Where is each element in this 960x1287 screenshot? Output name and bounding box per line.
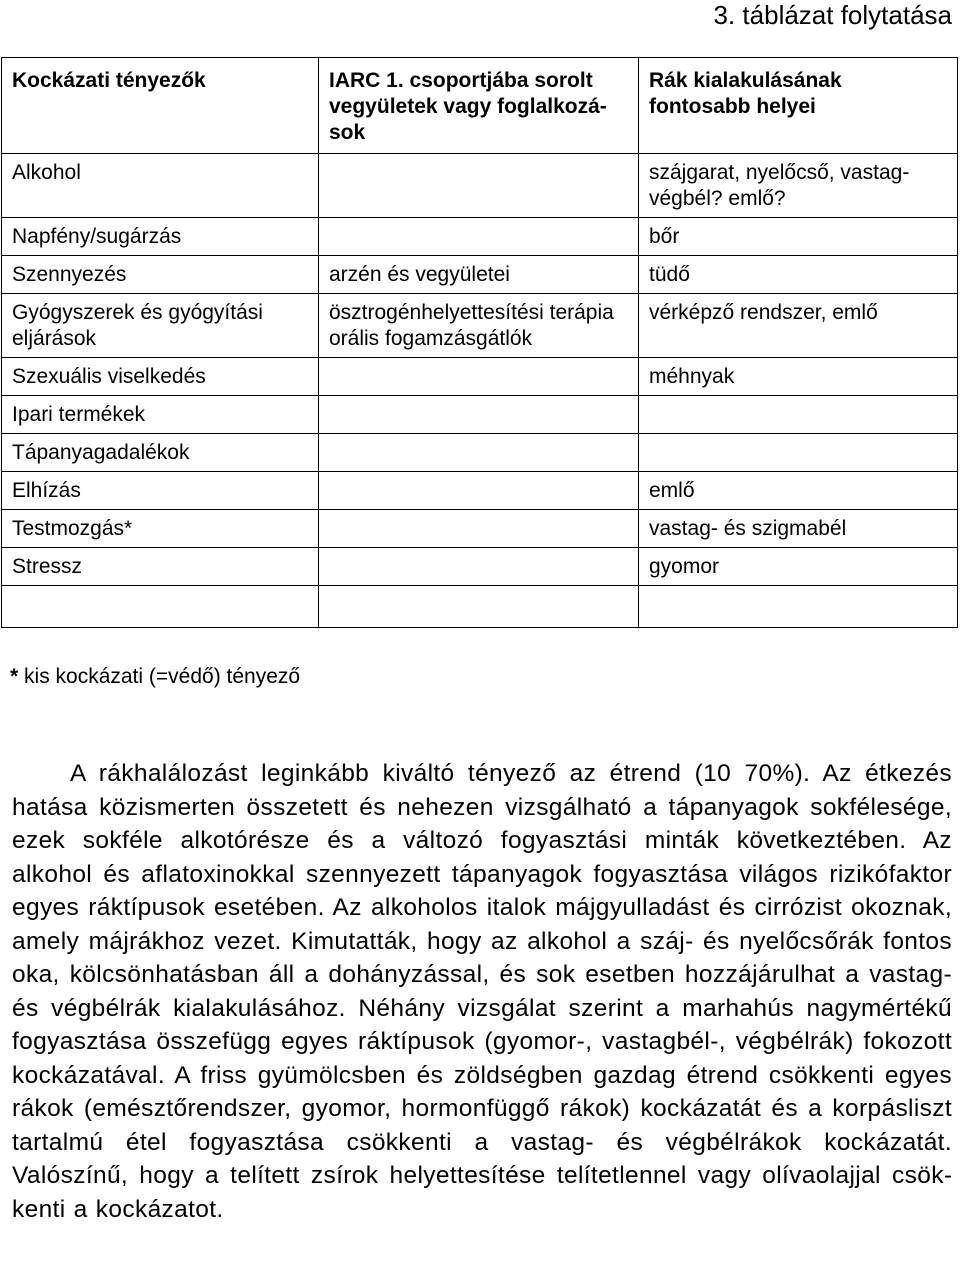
table-row: [2, 294, 958, 358]
cell-site: [639, 586, 958, 628]
cell-compound: [319, 434, 639, 472]
cell-risk-factor: Szennyezés: [2, 256, 319, 294]
cell-compound: [319, 218, 639, 256]
cell-compound: [319, 358, 639, 396]
table-row: [2, 154, 958, 218]
table-row: [2, 256, 958, 294]
cell-compound: arzén és vegyületei: [319, 256, 639, 294]
cell-compound: ösztrogénhelyettesítési terápia orális fogamzásgátlók: [319, 294, 639, 358]
cell-compound: [319, 510, 639, 548]
cell-site: emlő: [639, 472, 958, 510]
cell-site: [639, 396, 958, 434]
table-row: [2, 396, 958, 434]
cell-site: vérképző rendszer, emlő: [639, 294, 958, 358]
cell-compound: [319, 586, 639, 628]
cell-risk-factor: [2, 586, 319, 628]
cell-risk-factor: Testmozgás*: [2, 510, 319, 548]
table-row: [2, 358, 958, 396]
table-caption: 3. táblázat folytatása: [713, 0, 952, 30]
cell-site: [639, 434, 958, 472]
cell-risk-factor: Stressz: [2, 548, 319, 586]
cell-risk-factor: Gyógyszerek és gyógyítási eljárások: [2, 294, 319, 358]
cell-risk-factor: Tápanyagadalékok: [2, 434, 319, 472]
header-cancer-sites: Rák kialakulásának fontosabb helyei: [639, 58, 958, 154]
cell-site: bőr: [639, 218, 958, 256]
risk-factor-table: [1, 57, 958, 628]
cell-risk-factor: Szexuális viselkedés: [2, 358, 319, 396]
footnote-text: kis kockázati (=védő) tényező: [18, 665, 301, 688]
footnote-marker: *: [10, 665, 19, 688]
body-paragraph: A rákhalálozást leginkább kiváltó tényező az étrend (10 70%). Az étkezés hatása közismerten összetett és nehezen vizsgálható a tápanyagok sokfélesége, ezek sokféle alkotórésze és a változó fogyasztási minták következtében. Az alkohol és aflatoxinokkal szennyezett tápanyagok fogyasztása világos rizikófaktor egyes ráktípusok esetében. Az alkoholos italok májgyulladást és cirrózist okoznak, amely májrákhoz vezet. Kimutatták, hogy az alkohol a száj- és nyelőcsőrák fontos oka, kölcsönhatásban áll a dohányzással, és sok esetben hozzájárulhat a vastag- és végbélrák kialakulásához. Néhány vizsgálat szerint a marhahús nagymértékű fogyasztása összefügg egyes ráktípusok (gyomor-, vastagbél-, végbélrák) fokozott kockázatával. A friss gyümölcsben és zöldségben gazdag étrend csökkenti egyes rákok (emésztőrendszer, gyomor, hormonfüggő rákok) kockázatát és a korpásliszt tartalmú étel fogyasztása csökkenti a vastag- és végbélrákok kockázatát. Valószínű, hogy a telített zsírok helyettesítése telítetlennel vagy olívaolajjal csökkenti a kockázatot.: [12, 760, 952, 1223]
table-row: [2, 218, 958, 256]
table-row-empty: [2, 586, 958, 628]
cell-risk-factor: Elhízás: [2, 472, 319, 510]
table-row: [2, 472, 958, 510]
table-row: [2, 548, 958, 586]
cell-risk-factor: Napfény/sugárzás: [2, 218, 319, 256]
cell-site: gyomor: [639, 548, 958, 586]
cell-compound: [319, 472, 639, 510]
cell-risk-factor: Alkohol: [2, 154, 319, 218]
header-risk-factors: Kockázati tényezők: [2, 58, 319, 154]
cell-site: tüdő: [639, 256, 958, 294]
cell-site: méhnyak: [639, 358, 958, 396]
cell-site: vastag- és szigmabél: [639, 510, 958, 548]
table-row: [2, 434, 958, 472]
cell-compound: [319, 154, 639, 218]
cell-compound: [319, 548, 639, 586]
cell-site: szájgarat, nyelőcső, vastagvégbél? emlő?: [639, 154, 958, 218]
cell-risk-factor: Ipari termékek: [2, 396, 319, 434]
table-footnote: [10, 664, 300, 690]
header-iarc-compounds: IARC 1. csoportjába sorolt vegyületek vagy foglalkozások: [319, 58, 639, 154]
table-row: [2, 510, 958, 548]
cell-compound: [319, 396, 639, 434]
table-header-row: [2, 58, 958, 154]
